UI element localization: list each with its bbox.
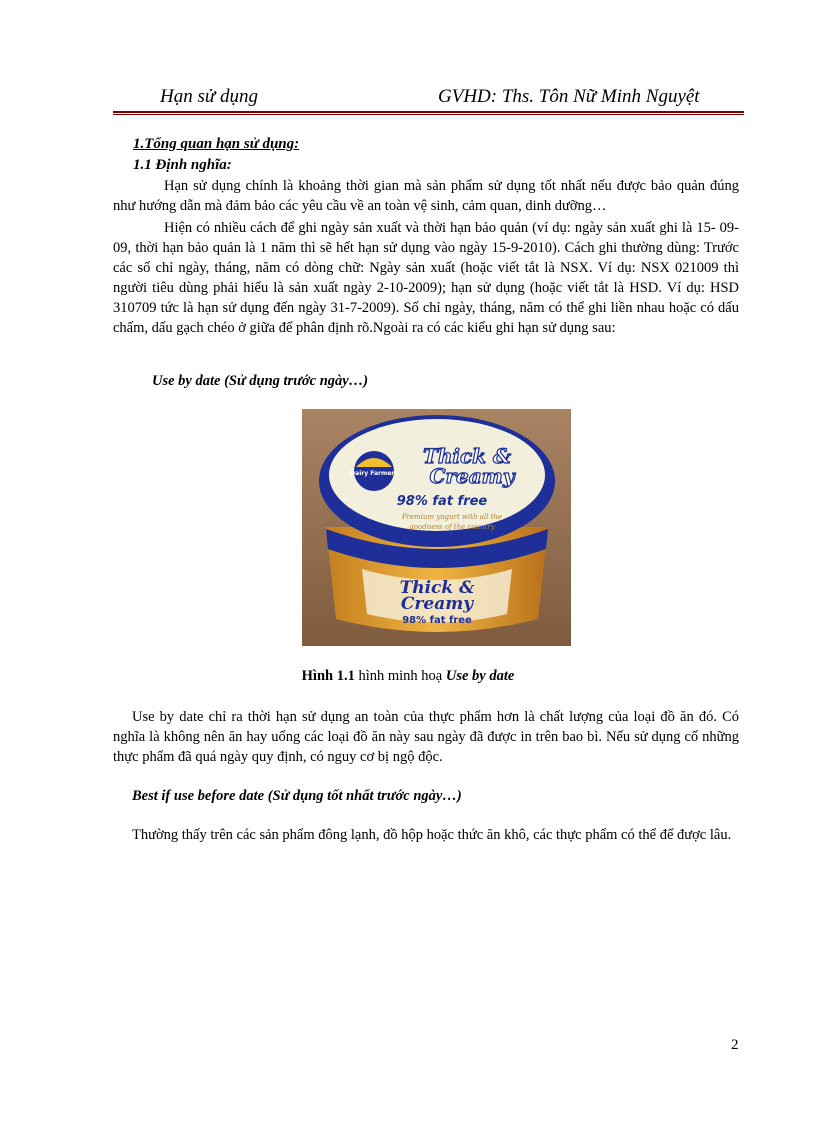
page-number: 2	[731, 1037, 739, 1053]
side-brand-text: Thick &	[399, 578, 475, 598]
fat-claim-text: 98% fat free	[396, 494, 488, 509]
caption-label: Hình 1.1	[301, 668, 355, 684]
labeling-paragraph: Hiện có nhiều cách để ghi ngày sản xuất và thời hạn bảo quản (ví dụ: ngày sản xuất ghi là 15- 09- 09, thời hạn bảo quản là 1 năm thì sẽ hết hạn sử dụng vào ngày 15-9-2010). Cách ghi thường dùng: Trước các số chỉ ngày, tháng, năm có dòng chữ: Ngày sản xuất (hoặc viết tắt là NSX. Ví dụ: NSX 021009 thì người tiêu dùng phải hiểu là sản xuất ngày 2-10-2009); hạn sử dụng (hoặc viết tắt là HSD. Ví dụ: HSD 310709 tức là hạn sử dụng đến ngày 31-7-2009). Số chỉ ngày, tháng, năm có thể ghi liền nhau hoặc có dấu chấm, dấu gạch chéo ở giữa để phân định rõ.Ngoài ra có các kiểu ghi hạn sử dụng sau:	[113, 220, 739, 336]
header-divider	[113, 111, 744, 113]
yogurt-tub-photo	[302, 409, 571, 646]
best-if-paragraph: Thường thấy trên các sản phẩm đông lạnh, đồ hộp hoặc thức ăn khô, các thực phẩm có thể để được lâu.	[132, 827, 732, 843]
product-name-line2: Creamy	[429, 464, 515, 488]
header-divider-thin	[113, 114, 744, 115]
header-title: Hạn sử dụng	[160, 86, 258, 107]
section-title: 1.Tổng quan hạn sử dụng:	[133, 136, 300, 152]
caption-term: Use by date	[445, 668, 515, 684]
definition-paragraph: Hạn sử dụng chính là khoảng thời gian mà sản phẩm sử dụng tốt nhất nếu được bảo quản đúng như hướng dẫn mà đảm bảo các yêu cầu về an toàn vệ sinh, cảm quan, dinh dưỡng…	[113, 178, 739, 214]
tagline-line1: Premium yogurt with all the	[401, 513, 503, 521]
use-by-heading: Use by date (Sử dụng trước ngày…)	[152, 373, 369, 389]
side-fat-text: 98% fat free	[402, 615, 472, 626]
header-instructor: GVHD: Ths. Tôn Nữ Minh Nguyệt	[438, 86, 700, 107]
use-by-paragraph: Use by date chỉ ra thời hạn sử dụng an toàn của thực phẩm hơn là chất lượng của loại đồ ăn đó. Có nghĩa là không nên ăn hay uống các loại đồ ăn này sau ngày đã được in trên bao bì. Nếu sử dụng cố những thực phẩm đã quá ngày quy định, có nguy cơ bị ngộ độc.	[113, 709, 739, 765]
tagline-line2: goodness of the country	[409, 523, 495, 531]
brand-text: Dairy Farmers	[350, 470, 398, 477]
caption-text: hình minh hoạ	[354, 668, 446, 684]
side-product-text: Creamy	[400, 594, 474, 614]
figure-caption	[0, 668, 816, 685]
best-if-heading: Best if use before date (Sử dụng tốt nhất trước ngày…)	[132, 788, 462, 804]
subsection-title: 1.1 Định nghĩa:	[133, 157, 232, 173]
product-name-line1: Thick &	[422, 444, 512, 468]
